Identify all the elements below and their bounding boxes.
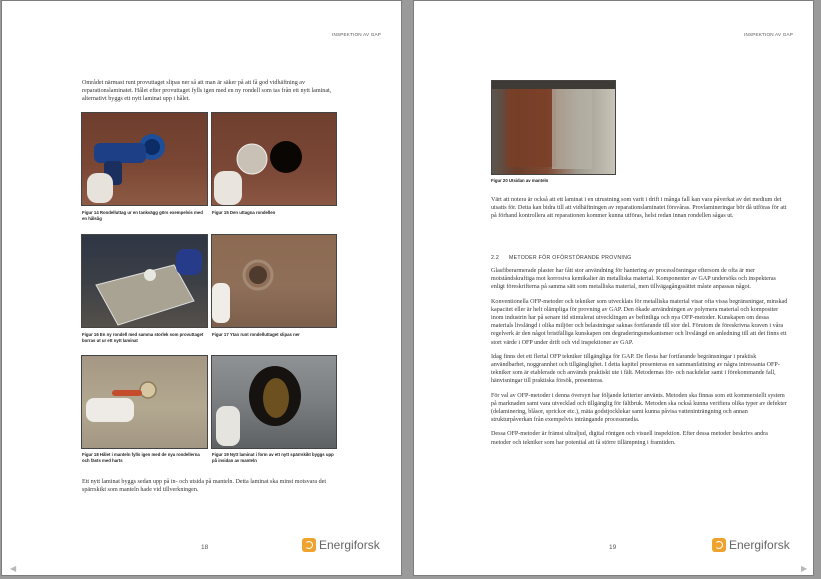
- outer-mantle-icon: [492, 81, 616, 175]
- laminate-panel-icon: [82, 235, 208, 328]
- paragraph-4: Idag finns det ett flertal OFP tekniker tillgängliga för GAP. De flesta har fortfarande begränsningar i praktisk användbarhet, noggrannhet och tillgänglighet. I detta kapitel presenteras en sammanfattning av några intressanta OFP-tekniker som är etablerade och används praktiskt ute i fält. Metodernas för- och nackdelar samt i förekommande fall, hänvisningar till praktiska försök, presenteras.: [491, 353, 780, 385]
- arrow-right-icon[interactable]: ▶: [801, 564, 808, 573]
- figure-14-photo: [81, 112, 208, 206]
- inside-laminate-icon: [212, 356, 337, 449]
- sanded-area-icon: [212, 235, 337, 328]
- right-body-section: [491, 267, 789, 453]
- paragraph-3: Konventionella OFP-metoder och tekniker som utvecklats för metalliska material visar ofta vissa begränsningar, minskad kapacitet eller är helt olämpliga för provning av GAP. Den ökade användningen av polymera material och kompositer inom industrin har på senare tid stimulerat utvecklingen av befintliga och nya OFP-metoder. Kunskapen om dessa materials livslängd i olika miljöer och belastningar saknas fortfarande till stor del. Förutom de föreskrivna kraven i våra regelverk är den något bristfälliga kunskapen om degraderingsmekanismer och livslängd en anledning till att det finns ett stort värde i OFP under drift och vid inspektioner av GAP.: [491, 298, 788, 346]
- figure-18-photo: [81, 355, 208, 449]
- figure-19-photo: [211, 355, 337, 449]
- running-header: INSPEKTION AV GAP: [744, 32, 794, 37]
- figure-16-photo: [81, 234, 208, 328]
- page-19: [413, 0, 814, 576]
- outro-paragraph: Ett nytt laminat byggs sedan upp på in- och utsida på manteln. Detta laminat ska minst motsvara det spärrskikt som manteln hade vid tillverkningen.: [82, 479, 327, 494]
- drill-hole-saw-icon: [82, 113, 208, 206]
- paragraph-5: För val av OFP-metoder i denna översyn har följande kriterier använts. Metoden ska finnas som ett kommersiellt system på marknaden samt vara utvecklad och tillgänglig för fältbruk. Metoden ska också kunna verifiera olika typer av defekter (delaminering, blåsor, sprickor etc.), mäta godstjocklekar samt kunna påvisa vatteninträngning och annan strukturpåverkan från exempelvis inträngande processmedia.: [491, 392, 787, 424]
- section-number: 2.2: [491, 255, 500, 261]
- figure-15-photo: [211, 112, 337, 206]
- right-body: [491, 196, 789, 227]
- section-title: METODER FÖR OFÖRSTÖRANDE PROVNING: [509, 255, 632, 261]
- figure-16-caption: Figur 16 En ny rondell med samma storlek som provuttaget borras ut ur ett nytt laminat: [82, 332, 204, 343]
- figure-20-caption: Figur 20 Utsidan av manteln: [491, 178, 549, 183]
- section-heading: [491, 255, 632, 261]
- page-number: 18: [201, 544, 209, 551]
- energiforsk-logo-icon: [712, 538, 726, 552]
- energiforsk-logo: Energiforsk: [302, 538, 380, 552]
- figure-19-caption: Figur 19 Nytt laminat i form av ett nytt spärrskikt byggs upp på insidan av manteln: [212, 452, 334, 463]
- filled-hole-icon: [82, 356, 208, 449]
- figure-17-caption: Figur 17 Ytan runt rondelluttaget slipas ner: [212, 332, 300, 337]
- figure-18-caption: Figur 18 Hålet i manteln fylls igen med de nya rondellerna och fästs med harts: [82, 452, 200, 463]
- figure-15-caption: Figur 15 Den uttagna rondellen: [212, 210, 276, 215]
- page-number: 19: [609, 544, 617, 551]
- figure-17-photo: [211, 234, 337, 328]
- paragraph-6: Dessa OFP-metoder är främst ultraljud, digital röntgen och visuell inspektion. Efter dessa metoder beskrivs andra metoder och tekniker som har potential att få större tillämpning i framtiden.: [491, 431, 768, 446]
- intro-paragraph: Området närmast runt provuttaget slipas ner så att man är säker på att få god vidhäftning av reparationslaminatet. Hålet efter provuttaget fylls igen med en ny rondell som tas från ett nytt laminat, alternativt byggs ett nytt laminat upp i hålet.: [82, 80, 332, 103]
- running-header: INSPEKTION AV GAP: [332, 32, 382, 37]
- figure-14-caption: Figur 14 Rondelluttag ur en tankvägg görs exempelvis med en hålsåg: [82, 210, 203, 221]
- paragraph-2: Glasfiberarmerade plaster har fått stor användning för hantering av processlösningar eftersom de ofta är mer motståndskraftiga mot korrosiva kemikalier än metalliska material. Komponenter av GAP undersöks och inspekteras enligt föreskrifterna på samma sätt som metalliska material, men tillvägagångssättet måste anpassas något.: [491, 268, 776, 291]
- hole-and-disc-icon: [212, 113, 337, 206]
- energiforsk-logo: Energiforsk: [712, 538, 790, 552]
- energiforsk-logo-icon: [302, 538, 316, 552]
- paragraph-1: Värt att notera är också att ett laminat i en utrustning som varit i drift i många fall kan vara påverkat av det medium det utsatts för. Detta kan bidra till att vidhäftningen av reparationslaminatet försvåras. Provlamineringar bör då utföras för att på förhand kontrollera att reparationen kommer kunna utföras, helst redan innan rondellen sågas ut.: [491, 197, 787, 220]
- page-18: [1, 0, 402, 576]
- arrow-left-icon[interactable]: ◀: [10, 564, 17, 573]
- figure-20-photo: [491, 80, 616, 175]
